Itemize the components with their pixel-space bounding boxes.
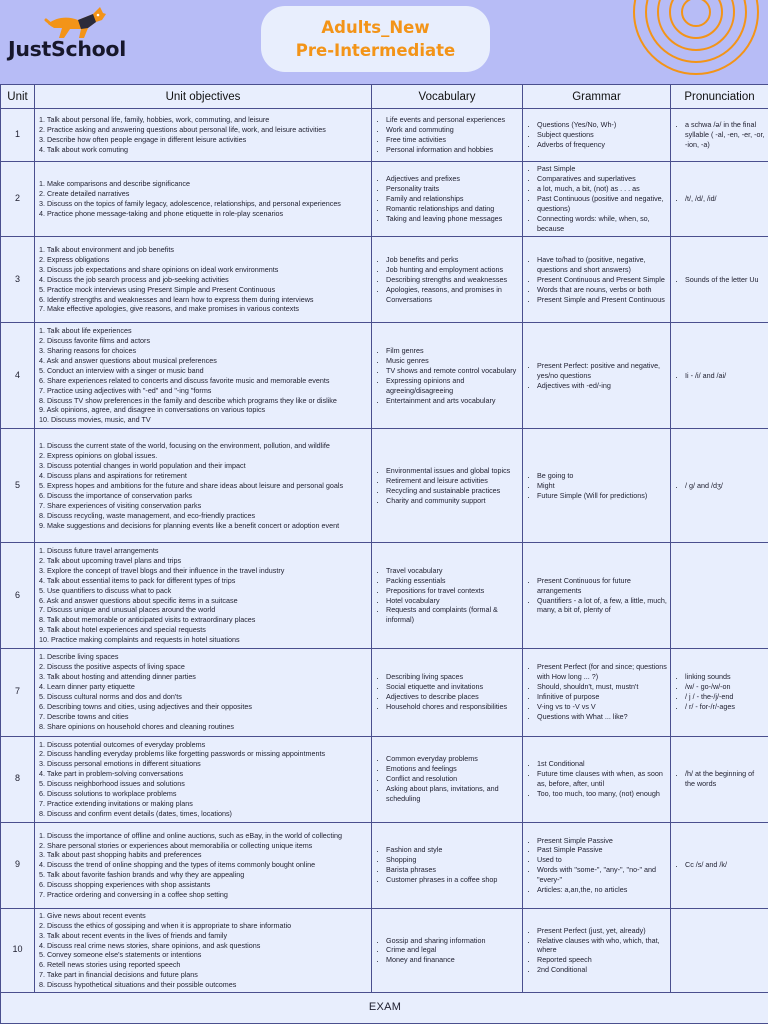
grammar-item: • Present Perfect: positive and negative, yes/no questions <box>537 361 667 381</box>
vocabulary-cell <box>372 237 523 323</box>
pronunciation-cell <box>671 543 768 648</box>
unit-number: 9 <box>1 822 35 908</box>
pronunciation-item: • /t/, /d/, /id/ <box>685 194 765 204</box>
objective-item: 9. Ask opinions, agree, and disagree in conversations on various topics <box>39 405 266 415</box>
vocabulary-item: • Packing essentials <box>386 576 519 586</box>
vocabulary-item: • Personal information and hobbies <box>386 145 519 155</box>
objective-item: 2. Express obligations <box>39 254 110 264</box>
objectives-cell <box>35 237 372 323</box>
title-line-1: Adults_New <box>321 18 430 37</box>
grammar-item: • Future Simple (Will for predictions) <box>537 491 667 501</box>
pronunciation-item: • / j / - the-/j/-end <box>685 692 765 702</box>
objective-item: 3. Talk about past shopping habits and preferences <box>39 850 202 860</box>
objective-item: 5. Use quantifiers to discuss what to pack <box>39 585 172 595</box>
objectives-list <box>39 326 368 425</box>
objective-item: 4. Learn dinner party etiquette <box>39 682 135 692</box>
objective-item: 8. Discuss recycling, waste management, and eco-friendly practices <box>39 510 256 520</box>
objectives-cell <box>35 429 372 543</box>
table-row <box>1 648 768 736</box>
objective-item: 3. Talk about recent events in the lives of friends and family <box>39 930 228 940</box>
objective-item: 5. Practice mock interviews using Present Simple and Present Continuous <box>39 284 276 294</box>
pronunciation-cell <box>671 429 768 543</box>
pronunciation-cell <box>671 237 768 323</box>
objective-item: 4. Ask and answer questions about musical preferences <box>39 355 217 365</box>
grammar-item: • Present Continuous for future arrangements <box>537 576 667 596</box>
objective-item: 2. Create detailed narratives <box>39 189 130 199</box>
pronunciation-list <box>675 481 765 491</box>
decorative-rings-icon <box>618 0 768 84</box>
grammar-cell <box>523 162 671 237</box>
objective-item: 1. Describe living spaces <box>39 652 119 662</box>
objective-item: 3. Explore the concept of travel blogs and their influence in the travel industry <box>39 565 285 575</box>
unit-number: 7 <box>1 648 35 736</box>
objectives-list <box>39 546 368 645</box>
grammar-list <box>527 471 667 501</box>
grammar-list <box>527 120 667 150</box>
objective-item: 7. Make effective apologies, give reasons, and make promises in various contexts <box>39 304 299 314</box>
pronunciation-list <box>675 275 765 285</box>
vocabulary-item: • Barista phrases <box>386 865 519 875</box>
grammar-list <box>527 759 667 799</box>
objective-item: 7. Practice extending invitations or making plans <box>39 799 193 809</box>
grammar-list <box>527 576 667 616</box>
vocabulary-item: • Expressing opinions and agreeing/disagreeing <box>386 376 519 396</box>
objectives-list <box>39 115 368 155</box>
pronunciation-item: • linking sounds <box>685 672 765 682</box>
objective-item: 2. Discuss favorite films and actors <box>39 336 151 346</box>
vocabulary-item: • Environmental issues and global topics <box>386 466 519 476</box>
grammar-item: • Quantifiers - a lot of, a few, a little, much, many, a bit of, plenty of <box>537 596 667 616</box>
objective-item: 4. Discuss plans and aspirations for retirement <box>39 471 187 481</box>
grammar-item: • Connecting words: while, when, so, because <box>537 214 667 234</box>
vocabulary-item: • Family and relationships <box>386 194 519 204</box>
vocabulary-list <box>376 672 519 712</box>
pronunciation-cell <box>671 822 768 908</box>
objectives-list <box>39 652 368 731</box>
grammar-cell <box>523 237 671 323</box>
objective-item: 2. Express opinions on global issues. <box>39 451 158 461</box>
objective-item: 6. Ask and answer questions about specific items in a suitcase <box>39 595 238 605</box>
grammar-item: • Adjectives with -ed/-ing <box>537 381 667 391</box>
objective-item: 2. Discuss handling everyday problems like forgetting passwords or missing appointments <box>39 749 326 759</box>
objective-item: 2. Discuss the positive aspects of living space <box>39 662 185 672</box>
vocabulary-item: • Hotel vocabulary <box>386 596 519 606</box>
vocabulary-cell <box>372 908 523 992</box>
unit-number: 6 <box>1 543 35 648</box>
vocabulary-cell <box>372 822 523 908</box>
grammar-cell <box>523 908 671 992</box>
vocabulary-cell <box>372 429 523 543</box>
pronunciation-item: • a schwa /ə/ in the final syllable ( -al, -en, -er, -or, -ion, -a) <box>685 120 765 150</box>
objective-item: 5. Talk about favorite fashion brands and why they are appealing <box>39 870 245 880</box>
objective-item: 1. Discuss the current state of the world, focusing on the environment, pollution, and wildlife <box>39 441 330 451</box>
vocabulary-item: • Crime and legal <box>386 945 519 955</box>
header-objectives: Unit objectives <box>35 85 372 109</box>
vocabulary-item: • Job hunting and employment actions <box>386 265 519 275</box>
pronunciation-item: • Sounds of the letter Uu <box>685 275 765 285</box>
header-unit: Unit <box>1 85 35 109</box>
objective-item: 6. Describing towns and cities, using adjectives and their opposites <box>39 702 252 712</box>
objective-item: 5. Conduct an interview with a singer or music band <box>39 365 204 375</box>
objective-item: 4. Talk about work comuting <box>39 144 128 154</box>
vocabulary-item: • Fashion and style <box>386 845 519 855</box>
objectives-cell <box>35 162 372 237</box>
grammar-item: • Present Perfect (just, yet, already) <box>537 926 667 936</box>
pronunciation-cell <box>671 323 768 429</box>
header-pronunciation: Pronunciation <box>671 85 768 109</box>
objective-item: 8. Discuss and confirm event details (dates, times, locations) <box>39 808 232 818</box>
grammar-item: • Questions with What ... like? <box>537 712 667 722</box>
grammar-item: • 1st Conditional <box>537 759 667 769</box>
objectives-list <box>39 831 368 900</box>
table-row <box>1 109 768 162</box>
objectives-list <box>39 179 368 219</box>
grammar-item: • Past Continuous (positive and negative, questions) <box>537 194 667 214</box>
grammar-item: • Present Simple Passive <box>537 836 667 846</box>
objective-item: 6. Discuss the importance of conservation parks <box>39 490 193 500</box>
grammar-item: • Used to <box>537 855 667 865</box>
vocabulary-cell <box>372 109 523 162</box>
vocabulary-item: • Requests and complaints (formal & informal) <box>386 605 519 625</box>
vocabulary-item: • Household chores and responsibilities <box>386 702 519 712</box>
objective-item: 4. Discuss the job search process and job-seeking activities <box>39 274 229 284</box>
header-vocabulary: Vocabulary <box>372 85 523 109</box>
table-row <box>1 237 768 323</box>
grammar-cell <box>523 543 671 648</box>
pronunciation-cell <box>671 736 768 822</box>
pronunciation-item: • /h/ at the beginning of the words <box>685 769 765 789</box>
objectives-cell <box>35 543 372 648</box>
pronunciation-item: • /w/ - go-/w/-on <box>685 682 765 692</box>
pronunciation-list <box>675 194 765 204</box>
objective-item: 6. Retell news stories using reported speech <box>39 960 181 970</box>
pronunciation-cell <box>671 648 768 736</box>
table-row <box>1 822 768 908</box>
table-row <box>1 543 768 648</box>
vocabulary-item: • Adjectives to describe places <box>386 692 519 702</box>
grammar-item: • Reported speech <box>537 955 667 965</box>
objective-item: 4. Discuss real crime news stories, share opinions, and ask questions <box>39 940 261 950</box>
grammar-item: • Be going to <box>537 471 667 481</box>
objective-item: 2. Discuss the ethics of gossiping and when it is appropriate to share informatio <box>39 920 292 930</box>
objective-item: 1. Discuss future travel arrangements <box>39 545 159 555</box>
objective-item: 1. Talk about environment and job benefits <box>39 245 174 254</box>
objectives-cell <box>35 323 372 429</box>
objective-item: 6. Share experiences related to concerts and discuss favorite music and memorable events <box>39 375 330 385</box>
objective-item: 7. Practice using adjectives with "-ed" and "-ing "forms <box>39 385 212 395</box>
vocabulary-item: • Taking and leaving phone messages <box>386 214 519 224</box>
exam-cell: EXAM <box>1 993 768 1024</box>
grammar-list <box>527 926 667 976</box>
title-line-2: Pre-Intermediate <box>295 41 456 60</box>
objective-item: 1. Make comparisons and describe significance <box>39 179 191 189</box>
vocabulary-list <box>376 255 519 305</box>
grammar-item: • Relative clauses with who, which, that, where <box>537 936 667 956</box>
objective-item: 3. Sharing reasons for choices <box>39 346 137 356</box>
objective-item: 7. Discuss unique and unusual places around the world <box>39 605 216 615</box>
grammar-item: • Past Simple Passive <box>537 845 667 855</box>
grammar-item: • Too, too much, too many, (not) enough <box>537 789 667 799</box>
header-grammar: Grammar <box>523 85 671 109</box>
objective-item: 4. Discuss the trend of online shopping and the types of items commonly bought online <box>39 860 316 870</box>
vocabulary-list <box>376 936 519 966</box>
vocabulary-item: • Romantic relationships and dating <box>386 204 519 214</box>
vocabulary-item: • Work and commuting <box>386 125 519 135</box>
grammar-list <box>527 361 667 391</box>
vocabulary-item: • Social etiquette and invitations <box>386 682 519 692</box>
vocabulary-cell <box>372 543 523 648</box>
objective-item: 7. Describe towns and cities <box>39 711 129 721</box>
grammar-list <box>527 836 667 895</box>
vocabulary-item: • Music genres <box>386 356 519 366</box>
objectives-cell <box>35 648 372 736</box>
grammar-cell <box>523 648 671 736</box>
grammar-list <box>527 164 667 233</box>
objective-item: 8. Talk about memorable or anticipated visits to extraordinary places <box>39 615 256 625</box>
vocabulary-list <box>376 566 519 625</box>
objective-item: 7. Practice ordering and conversing in a coffee shop setting <box>39 890 228 900</box>
vocabulary-item: • Adjectives and prefixes <box>386 174 519 184</box>
objective-item: 1. Discuss potential outcomes of everyday problems <box>39 739 206 749</box>
grammar-list <box>527 255 667 305</box>
unit-number: 1 <box>1 109 35 162</box>
pronunciation-list <box>675 769 765 789</box>
unit-number: 3 <box>1 237 35 323</box>
grammar-list <box>527 662 667 721</box>
vocabulary-cell <box>372 736 523 822</box>
grammar-item: • Questions (Yes/No, Wh-) <box>537 120 667 130</box>
vocabulary-list <box>376 466 519 506</box>
page-header <box>0 0 768 84</box>
grammar-item: • Should, shouldn't, must, mustn't <box>537 682 667 692</box>
objective-item: 2. Practice asking and answering questions about personal life, work, and leisure activities <box>39 125 326 135</box>
grammar-item: • Might <box>537 481 667 491</box>
vocabulary-item: • Life events and personal experiences <box>386 115 519 125</box>
vocabulary-item: • Film genres <box>386 346 519 356</box>
brand-name: JustSchool <box>8 37 126 61</box>
objective-item: 7. Take part in financial decisions and future plans <box>39 970 198 980</box>
pronunciation-list <box>675 371 765 381</box>
grammar-item: • Past Simple <box>537 164 667 174</box>
vocabulary-item: • Apologies, reasons, and promises in Conversations <box>386 285 519 305</box>
vocabulary-item: • Retirement and leisure activities <box>386 476 519 486</box>
course-title <box>261 6 490 72</box>
objective-item: 5. Discuss cultural norms and dos and don'ts <box>39 692 182 702</box>
vocabulary-list <box>376 754 519 804</box>
objective-item: 5. Discuss neighborhood issues and solutions <box>39 779 185 789</box>
vocabulary-item: • Asking about plans, invitations, and scheduling <box>386 784 519 804</box>
grammar-item: • Articles: a,an,the, no articles <box>537 885 667 895</box>
objective-item: 3. Discuss personal emotions in different situations <box>39 759 201 769</box>
pronunciation-item: • Cc /s/ and /k/ <box>685 860 765 870</box>
vocabulary-item: • Travel vocabulary <box>386 566 519 576</box>
grammar-item: • Present Perfect (for and since; questions with How long ... ?) <box>537 662 667 682</box>
vocabulary-item: • Shopping <box>386 855 519 865</box>
table-row <box>1 736 768 822</box>
objective-item: 1. Discuss the importance of offline and online auctions, such as eBay, in the world of collecting <box>39 830 342 840</box>
pronunciation-list <box>675 120 765 150</box>
grammar-cell <box>523 822 671 908</box>
vocabulary-item: • Customer phrases in a coffee shop <box>386 875 519 885</box>
objective-item: 8. Discuss hypothetical situations and their possible outcomes <box>39 980 237 990</box>
objectives-list <box>39 245 368 314</box>
unit-number: 2 <box>1 162 35 237</box>
objective-item: 9. Make suggestions and decisions for planning events like a benefit concert or adoption event <box>39 520 340 530</box>
grammar-cell <box>523 109 671 162</box>
objective-item: 4. Take part in problem-solving conversations <box>39 769 184 779</box>
vocabulary-item: • Describing strengths and weaknesses <box>386 275 519 285</box>
grammar-item: • a lot, much, a bit, (not) as . . . as <box>537 184 667 194</box>
vocabulary-list <box>376 174 519 224</box>
objective-item: 3. Discuss on the topics of family legacy, adolescence, relationships, and personal experiences <box>39 199 341 209</box>
objective-item: 6. Identify strengths and weaknesses and learn how to express them during interviews <box>39 294 314 304</box>
objectives-cell <box>35 908 372 992</box>
grammar-item: • Have to/had to (positive, negative, questions and short answers) <box>537 255 667 275</box>
objective-item: 3. Discuss potential changes in world population and their impact <box>39 461 246 471</box>
unit-number: 5 <box>1 429 35 543</box>
vocabulary-item: • Conflict and resolution <box>386 774 519 784</box>
vocabulary-item: • Gossip and sharing information <box>386 936 519 946</box>
pronunciation-list <box>675 672 765 712</box>
pronunciation-cell <box>671 908 768 992</box>
grammar-item: • 2nd Conditional <box>537 965 667 975</box>
unit-number: 4 <box>1 323 35 429</box>
objective-item: 7. Share experiences of visiting conservation parks <box>39 500 202 510</box>
grammar-cell <box>523 736 671 822</box>
grammar-item: • Future time clauses with when, as soon as, before, after, until <box>537 769 667 789</box>
table-body <box>1 109 768 993</box>
grammar-item: • Present Simple and Present Continuous <box>537 295 667 305</box>
objective-item: 2. Share personal stories or experiences about memorabilia or collecting unique items <box>39 840 313 850</box>
grammar-cell <box>523 323 671 429</box>
table-row <box>1 162 768 237</box>
objective-item: 10. Discuss movies, music, and TV <box>39 415 151 425</box>
logo <box>8 4 148 64</box>
vocabulary-item: • Describing living spaces <box>386 672 519 682</box>
objective-item: 9. Talk about hotel experiences and special requests <box>39 625 206 635</box>
pronunciation-cell <box>671 162 768 237</box>
objective-item: 4. Practice phone message-taking and phone etiquette in role-play scenarios <box>39 208 284 218</box>
curriculum-table <box>0 84 768 1024</box>
pronunciation-item: • / g/ and /dʒ/ <box>685 481 765 491</box>
pronunciation-item: • Ii - /i/ and /ai/ <box>685 371 765 381</box>
vocabulary-list <box>376 346 519 405</box>
objective-item: 8. Share opinions on household chores and cleaning routines <box>39 721 234 731</box>
grammar-cell <box>523 429 671 543</box>
objective-item: 4. Talk about essential items to pack for different types of trips <box>39 575 236 585</box>
vocabulary-item: • Charity and community support <box>386 496 519 506</box>
vocabulary-list <box>376 845 519 885</box>
table-row <box>1 908 768 992</box>
pronunciation-list <box>675 860 765 870</box>
vocabulary-item: • Free time activities <box>386 135 519 145</box>
exam-row <box>1 993 768 1024</box>
vocabulary-cell <box>372 648 523 736</box>
vocabulary-item: • Recycling and sustainable practices <box>386 486 519 496</box>
pronunciation-item: • / r/ - for-/r/-ages <box>685 702 765 712</box>
objectives-cell <box>35 736 372 822</box>
table-row <box>1 429 768 543</box>
objectives-list <box>39 441 368 530</box>
objective-item: 3. Discuss job expectations and share opinions on ideal work environments <box>39 264 279 274</box>
objective-item: 1. Talk about personal life, family, hobbies, work, commuting, and leisure <box>39 115 270 125</box>
vocabulary-item: • Entertainment and arts vocabulary <box>386 396 519 406</box>
objective-item: 10. Practice making complaints and requests in hotel situations <box>39 635 240 645</box>
vocabulary-item: • Common everyday problems <box>386 754 519 764</box>
grammar-item: • Words that are nouns, verbs or both <box>537 285 667 295</box>
objective-item: 1. Give news about recent events <box>39 910 146 920</box>
objective-item: 1. Talk about life experiences <box>39 326 132 336</box>
grammar-item: • Words with "some-", "any-", "no-" and "every-" <box>537 865 667 885</box>
vocabulary-cell <box>372 162 523 237</box>
objective-item: 6. Discuss shopping experiences with shop assistants <box>39 880 211 890</box>
objectives-cell <box>35 822 372 908</box>
grammar-item: • V-ing vs to -V vs V <box>537 702 667 712</box>
grammar-item: • Present Continuous and Present Simple <box>537 275 667 285</box>
vocabulary-item: • Job benefits and perks <box>386 255 519 265</box>
vocabulary-item: • Personality traits <box>386 184 519 194</box>
objective-item: 6. Discuss solutions to workplace problems <box>39 789 177 799</box>
vocabulary-list <box>376 115 519 155</box>
objectives-list <box>39 911 368 990</box>
objective-item: 5. Express hopes and ambitions for the future and share ideas about leisure and personal goals <box>39 480 344 490</box>
vocabulary-item: • Prepositions for travel contexts <box>386 586 519 596</box>
objective-item: 3. Talk about hosting and attending dinner parties <box>39 672 196 682</box>
vocabulary-item: • Money and finanance <box>386 955 519 965</box>
grammar-item: • Subject questions <box>537 130 667 140</box>
grammar-item: • Comparatives and superlatives <box>537 174 667 184</box>
objective-item: 2. Talk about upcoming travel plans and trips <box>39 555 182 565</box>
vocabulary-cell <box>372 323 523 429</box>
objective-item: 3. Describe how often people engage in different leisure activities <box>39 135 247 145</box>
vocabulary-item: • Emotions and feelings <box>386 764 519 774</box>
vocabulary-item: • TV shows and remote control vocabulary <box>386 366 519 376</box>
table-header-row <box>1 85 768 109</box>
table-row <box>1 323 768 429</box>
pronunciation-cell <box>671 109 768 162</box>
unit-number: 8 <box>1 736 35 822</box>
objectives-cell <box>35 109 372 162</box>
unit-number: 10 <box>1 908 35 992</box>
objective-item: 5. Convey someone else's statements or intentions <box>39 950 202 960</box>
grammar-item: • Adverbs of frequency <box>537 140 667 150</box>
objective-item: 8. Discuss TV show preferences in the family and describe which programs they like or dislike <box>39 395 337 405</box>
objectives-list <box>39 740 368 819</box>
grammar-item: • Infinitive of purpose <box>537 692 667 702</box>
curriculum-table-wrapper <box>0 84 768 1024</box>
